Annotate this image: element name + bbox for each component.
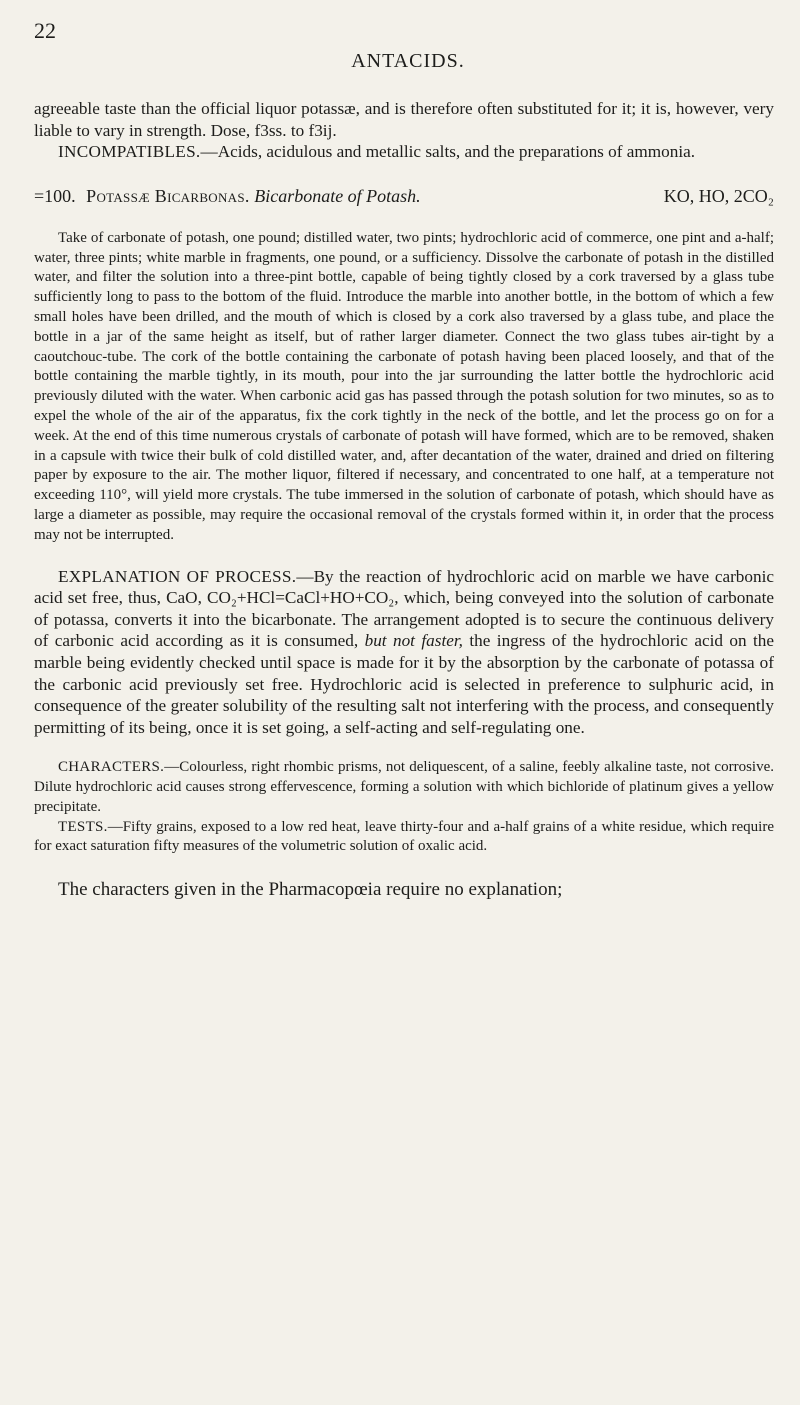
monograph-heading bbox=[34, 183, 774, 209]
incompatibles-label: INCOMPATIBLES. bbox=[58, 142, 201, 162]
characters-text: —Colourless, right rhombic prisms, not deliquescent, of a saline, feebly alkaline taste, not corrosive. Dilute hydrochloric acid causes strong effervescence, forming a solution with which bichloride of platinum gives a yellow precipitate. bbox=[34, 759, 774, 815]
explanation-text-before: —By the reaction of hydrochloric acid on marble we have carbonic acid set free, thus, CaO, CO₂+HCl=CaCl+HO+CO₂, which, being conveyed into the solution of carbonate of potassa, converts it into the bicarbonate. The arrangement adopted is to secure the continuous delivery of carbonic acid according as it is consumed, bbox=[34, 566, 774, 651]
tests-paragraph bbox=[34, 818, 774, 858]
explanation-label: EXPLANATION OF PROCESS. bbox=[58, 566, 297, 586]
intro-paragraph: agreeable taste than the official liquor potassæ, and is therefore often substituted for it; it is, however, very liable to vary in strength. Dose, f3ss. to f3ij. bbox=[34, 99, 774, 140]
heading-formula: KO, HO, 2CO₂ bbox=[663, 185, 774, 206]
explanation-emphasis: but not faster, bbox=[364, 631, 463, 651]
characters-label: CHARACTERS. bbox=[58, 759, 165, 776]
preparation-paragraph: Take of carbonate of potash, one pound; distilled water, two pints; hydrochloric acid of commerce, one pint and a-half; water, three pints; white marble in fragments, one pound, or a sufficiency. Dissolve the carbonate of potash in the distilled water, and filter the solution into a three-pint bottle, capable of being tightly closed by a cork traversed by a glass tube sufficiently long to pass to the bottom of the fluid. Introduce the marble into another bottle, in the bottom of which a few small holes have been drilled, and the mouth of which is closed by a cork also traversed by a glass tube, and place the bottle in a jar of the same height as itself, but of rather larger diameter. Connect the two glass tubes air-tight by a caoutchouc-tube. The cork of the bottle containing the carbonate of potash having been placed loosely, and that of the bottle containing the marble tightly, in its mouth, pour into the jar surrounding the latter bottle the hydrochloric acid previously diluted with the water. When carbonic acid gas has passed through the potash solution for two minutes, so as to expel the whole of the air of the apparatus, fix the cork tightly in the neck of the bottle, and let the process go on for a week. At the end of this time numerous crystals of carbonate of potash will have formed, which are to be removed, shaken in a capsule with twice their bulk of cold distilled water, and, after decantation of the water, drained and dried on filtering paper by exposure to the air. The mother liquor, filtered if necessary, and concentrated to one half, at a temperature not exceeding 110°, will yield more crystals. The tube immersed in the solution of carbonate of potash, which should have as large a diameter as possible, may require the occasional removal of the crystals formed within it, in order that the process may not be interrupted. bbox=[34, 229, 774, 543]
characters-paragraph bbox=[34, 758, 774, 817]
incompatibles-paragraph bbox=[34, 141, 774, 163]
heading-number: =100. bbox=[34, 185, 76, 206]
tests-text: —Fifty grains, exposed to a low red heat, leave thirty-four and a-half grains of a white residue, which require for exact saturation fifty measures of the volumetric solution of oxalic acid. bbox=[34, 818, 774, 855]
closing-paragraph: The characters given in the Pharmacopœia require no explanation; bbox=[58, 879, 563, 901]
heading-latin-name: Potassæ Bicarbonas. bbox=[86, 185, 250, 206]
page-number: 22 bbox=[34, 18, 56, 43]
incompatibles-text: —Acids, acidulous and metallic salts, and the preparations of ammonia. bbox=[200, 142, 696, 162]
tests-label: TESTS. bbox=[58, 818, 108, 835]
heading-english-name: Bicarbonate of Potash. bbox=[254, 185, 421, 206]
book-page bbox=[34, 18, 782, 1388]
running-head: ANTACIDS. bbox=[351, 50, 465, 72]
explanation-text-after: the ingress of the hydrochloric acid on the marble being evidently checked until space is made for it by the absorption by the carbonate of potassa of the carbonic acid previously set free. Hydrochloric acid is selected in preference to sulphuric acid, in consequence of the greater solubility of the resulting salt not interfering with the process, and consequently permitting of its being, once it is set going, a self-acting and self-regulating one. bbox=[34, 631, 774, 737]
explanation-paragraph bbox=[34, 566, 774, 739]
page-body bbox=[34, 98, 774, 903]
